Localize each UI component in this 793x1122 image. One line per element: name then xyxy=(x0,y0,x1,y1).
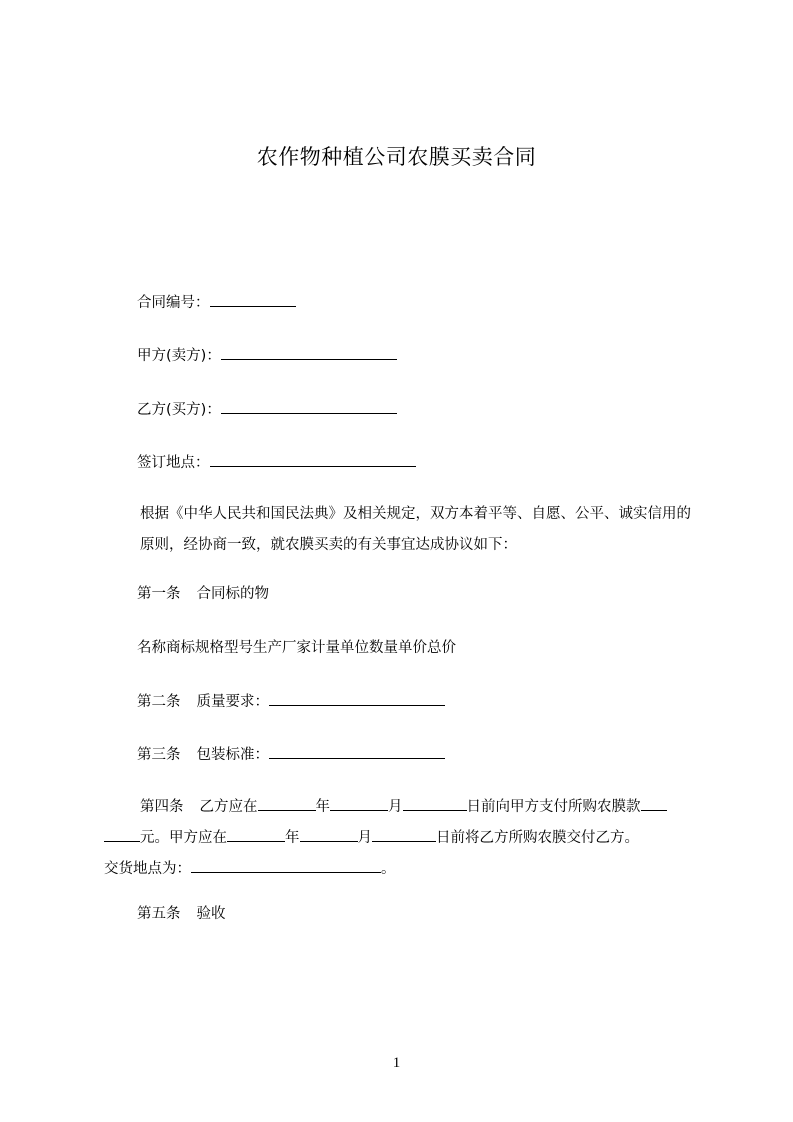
amount-blank-end[interactable] xyxy=(104,827,140,842)
article-4-month-1: 月 xyxy=(388,799,403,815)
article-4-line-3 xyxy=(104,854,704,885)
article-1-heading xyxy=(137,584,269,604)
article-4-line-2 xyxy=(104,823,704,854)
article-3-label: 第三条 xyxy=(137,747,181,763)
article-4-text-1: 乙方应在 xyxy=(199,799,258,815)
contract-number-blank[interactable] xyxy=(210,292,296,307)
party-b-field xyxy=(137,399,397,420)
article-4-text-4: 日前将乙方所购农膜交付乙方。 xyxy=(436,830,639,846)
delivery-place-blank[interactable] xyxy=(191,858,381,873)
sign-place-field xyxy=(137,452,416,473)
sign-place-label: 签订地点： xyxy=(137,455,210,471)
delivery-place-label: 交货地点为： xyxy=(104,861,191,877)
article-1-label: 第一条 xyxy=(137,586,181,602)
pay-year-blank[interactable] xyxy=(258,796,316,811)
article-4-line-1 xyxy=(104,792,704,823)
article-4-period: 。 xyxy=(381,861,396,877)
intro-text: 根据《中华人民共和国民法典》及相关规定，双方本着平等、自愿、公平、诚实信用的原则，经协商一致，就农膜买卖的有关事宜达成协议如下： xyxy=(140,506,691,553)
article-5-label: 第五条 xyxy=(137,906,181,922)
article-2-title: 质量要求： xyxy=(196,694,269,710)
quality-blank[interactable] xyxy=(269,691,445,706)
pay-day-blank[interactable] xyxy=(403,796,467,811)
article-4-year-1: 年 xyxy=(315,799,330,815)
article-1-title: 合同标的物 xyxy=(196,586,269,602)
contract-number-field xyxy=(137,292,296,313)
party-a-blank[interactable] xyxy=(221,345,397,360)
article-3-heading xyxy=(137,744,445,765)
intro-paragraph xyxy=(104,499,704,561)
party-b-blank[interactable] xyxy=(221,399,397,414)
party-b-label: 乙方(买方)： xyxy=(137,402,221,418)
article-4-text-2: 日前向甲方支付所购农膜款 xyxy=(466,799,641,815)
article-4-month-2: 月 xyxy=(357,830,372,846)
party-a-field xyxy=(137,345,397,366)
article-2-label: 第二条 xyxy=(137,694,181,710)
delivery-year-blank[interactable] xyxy=(227,827,285,842)
subject-table-header-text: 名称商标规格型号生产厂家计量单位数量单价总价 xyxy=(137,640,456,656)
delivery-month-blank[interactable] xyxy=(300,827,358,842)
contract-number-label: 合同编号： xyxy=(137,295,210,311)
pay-month-blank[interactable] xyxy=(330,796,388,811)
article-2-heading xyxy=(137,691,445,712)
article-3-title: 包装标准： xyxy=(196,747,269,763)
article-4-paragraph xyxy=(104,792,704,885)
article-4-text-3: 元。甲方应在 xyxy=(140,830,227,846)
document-title: 农作物种植公司农膜买卖合同 xyxy=(256,145,537,169)
delivery-day-blank[interactable] xyxy=(372,827,436,842)
sign-place-blank[interactable] xyxy=(210,452,416,467)
article-5-title: 验收 xyxy=(196,906,226,922)
article-4-label: 第四条 xyxy=(140,799,184,815)
article-5-heading xyxy=(137,904,226,924)
article-4-year-2: 年 xyxy=(285,830,300,846)
subject-table-header xyxy=(137,638,456,658)
amount-blank-start[interactable] xyxy=(641,796,667,811)
packaging-blank[interactable] xyxy=(269,744,445,759)
party-a-label: 甲方(卖方)： xyxy=(137,348,221,364)
page-number: 1 xyxy=(392,1055,401,1071)
